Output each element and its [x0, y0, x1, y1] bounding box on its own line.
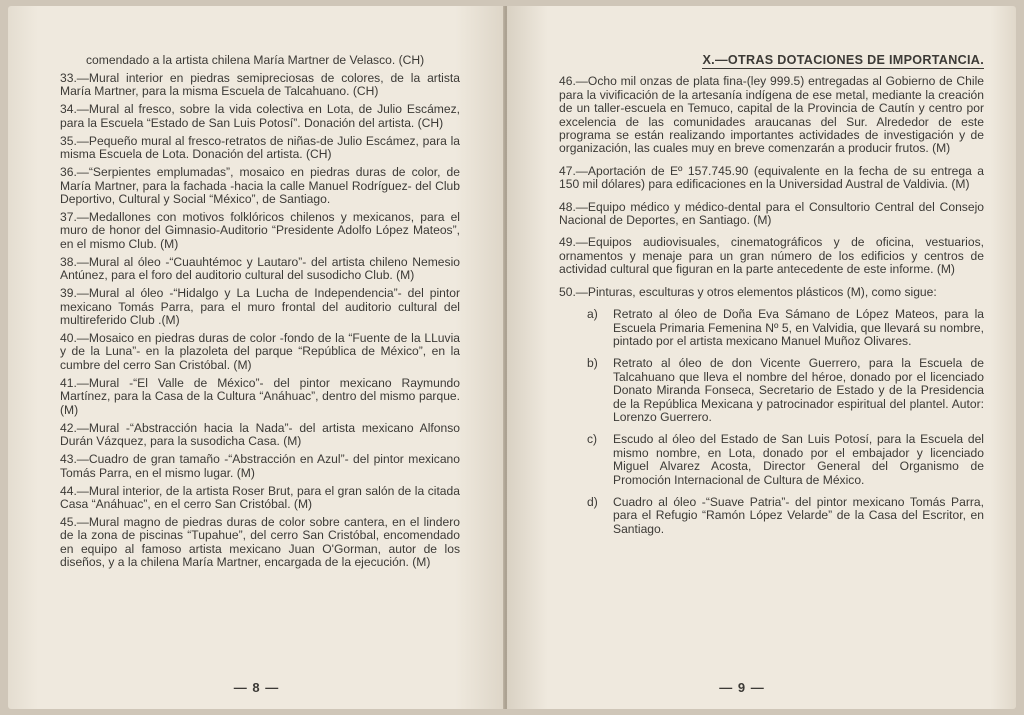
sub-item: [559, 433, 984, 487]
section-heading: [559, 54, 984, 67]
page-number: — 9 —: [719, 680, 765, 695]
list-item: 41.—Mural -“El Valle de México”- del pintor mexicano Raymundo Martínez, para la Casa de la Cultura “Anáhuac”, dentro del mismo parque. (M): [60, 375, 460, 417]
list-item: 37.—Medallones con motivos folklóricos chilenos y mexicanos, para el muro de honor del Gimnasio-Auditorio “Presidente Adolfo López Mateos”, en el mismo Club. (M): [60, 210, 460, 251]
sub-item-text: Retrato al óleo de Doña Eva Sámano de López Mateos, para la Escuela Primaria Femenina Nº 5, en Valvidia, que llevará su nombre, pintado por el artista mexicano Manuel Muñoz Olivares.: [613, 307, 984, 348]
list-item: 40.—Mosaico en piedras duras de color -fondo de la “Fuente de la LLuvia y de la Luna”- en la plazoleta del parque “República de México”, en la cumbre del cerro San Cristóbal. (M): [60, 331, 460, 372]
list-item: 42.—Mural -“Abstracción hacia la Nada”- del artista mexicano Alfonso Durán Vázquez, para la susodicha Casa. (M): [60, 420, 460, 449]
sub-item-letter: c): [587, 432, 598, 447]
list-item: 50.—Pinturas, esculturas y otros elementos plásticos (M), como sigue:: [559, 284, 937, 299]
list-item: 39.—Mural al óleo -“Hidalgo y La Lucha de Independencia”- del pintor mexicano Tomás Parra, para el muro frontal del auditorio cultural del multireferido Club .(M): [60, 286, 460, 328]
sub-item: [559, 357, 984, 424]
sub-item-letter: d): [587, 494, 598, 509]
list-item: 48.—Equipo médico y médico-dental para el Consultorio Central del Consejo Nacional de Deportes, en Santiago. (M): [559, 199, 984, 228]
list-item: 36.—“Serpientes emplumadas”, mosaico en piedras duras de color, de María Martner, para la fachada -hacia la calle Manuel Rodríguez- del Club Deportivo, Cultural y Social “México”, de Santiago.: [60, 165, 460, 207]
list-item: 35.—Pequeño mural al fresco-retratos de niñas-de Julio Escámez, para la misma Escuela de Lota. Donación del artista. (CH): [60, 133, 460, 162]
list-item: 47.—Aportación de Eº 157.745.90 (equivalente en la fecha de su entrega a 150 mil dólares) para edificaciones en la Universidad Austral de Valdivia. (M): [559, 163, 984, 192]
left-page-text: [60, 54, 460, 574]
list-item: 46.—Ocho mil onzas de plata fina-(ley 999.5) entregadas al Gobierno de Chile para la vivificación de la artesanía indígena de ese metal, mediante la creación de un taller-escuela en Temuco, capital de la Provincia de Cautín y centro por excelencia de las comunidades araucanas del Sur. Alrededor de este programa se están realizando importantes actividades de investigación y de organización, las cuales muy en breve comenzarán a producir frutos. (M): [559, 74, 984, 156]
sub-item-text: Escudo al óleo del Estado de San Luis Potosí, para la Escuela del mismo nombre, en Lota, donado por el embajador y licenciado Miguel Alvarez Acosta, Director General del Organismo de Promoción Internacional de Cultura de México.: [613, 432, 984, 487]
list-item: 44.—Mural interior, de la artista Roser Brut, para el gran salón de la citada Casa “Anáhuac”, en el cerro San Cristóbal. (M): [60, 483, 460, 511]
sub-item: [559, 308, 984, 348]
list-item: 38.—Mural al óleo -“Cuauhtémoc y Lautaro”- del artista chileno Nemesio Antúnez, para el foro del auditorio cultural del susodicho Club. (M): [60, 254, 460, 283]
sub-item-letter: a): [587, 307, 598, 322]
list-item: 49.—Equipos audiovisuales, cinematográficos y de oficina, vestuarios, ornamentos y menaje para un gran número de los edificios y centros de actividad cultural que figuran en la parte antecedente de este informe. (M): [559, 235, 984, 277]
list-item: 45.—Mural magno de piedras duras de color sobre cantera, en el lindero de la zona de piscinas “Tupahue”, del cerro San Cristóbal, encomendado en equipo al famoso artista mexicano Juan O'Gorman, autor de los diseños, y a la chilena María Martner, encargada de la ejecución. (M): [60, 514, 460, 570]
list-item: comendado a la artista chilena María Martner de Velasco. (CH): [86, 53, 425, 67]
right-page: [507, 6, 1016, 709]
right-page-text: [559, 50, 984, 545]
sub-item-text: Retrato al óleo de don Vicente Guerrero, para la Escuela de Talcahuano que lleva el nombre del héroe, donado por el licenciado Donato Miranda Fonseca, Secretario de Estado y de la Presidencia de la República Mexicana y patrocinador espiritual del plantel. Autor: Lorenzo Guerrero.: [613, 356, 984, 424]
list-item: 34.—Mural al fresco, sobre la vida colectiva en Lota, de Julio Escámez, para la Escuela “Estado de San Luis Potosí”. Donación del artista. (CH): [60, 102, 460, 130]
section-heading-text: X.—OTRAS DOTACIONES DE IMPORTANCIA.: [702, 53, 984, 67]
sub-item-letter: b): [587, 356, 598, 371]
list-item: 43.—Cuadro de gran tamaño -“Abstracción en Azul”- del pintor mexicano Tomás Parra, en el mismo lugar. (M): [60, 452, 460, 480]
sub-item: [559, 496, 984, 536]
page-number: — 8 —: [233, 680, 280, 695]
list-item: 33.—Mural interior en piedras semipreciosas de colores, de la artista María Martner, para la misma Escuela de Talcahuano. (CH): [60, 71, 460, 99]
sub-item-text: Cuadro al óleo -“Suave Patria”- del pintor mexicano Tomás Parra, para el Refugio “Ramón López Velarde” de la Casa del Escritor, en Santiago.: [613, 494, 984, 536]
left-page: [8, 6, 505, 709]
